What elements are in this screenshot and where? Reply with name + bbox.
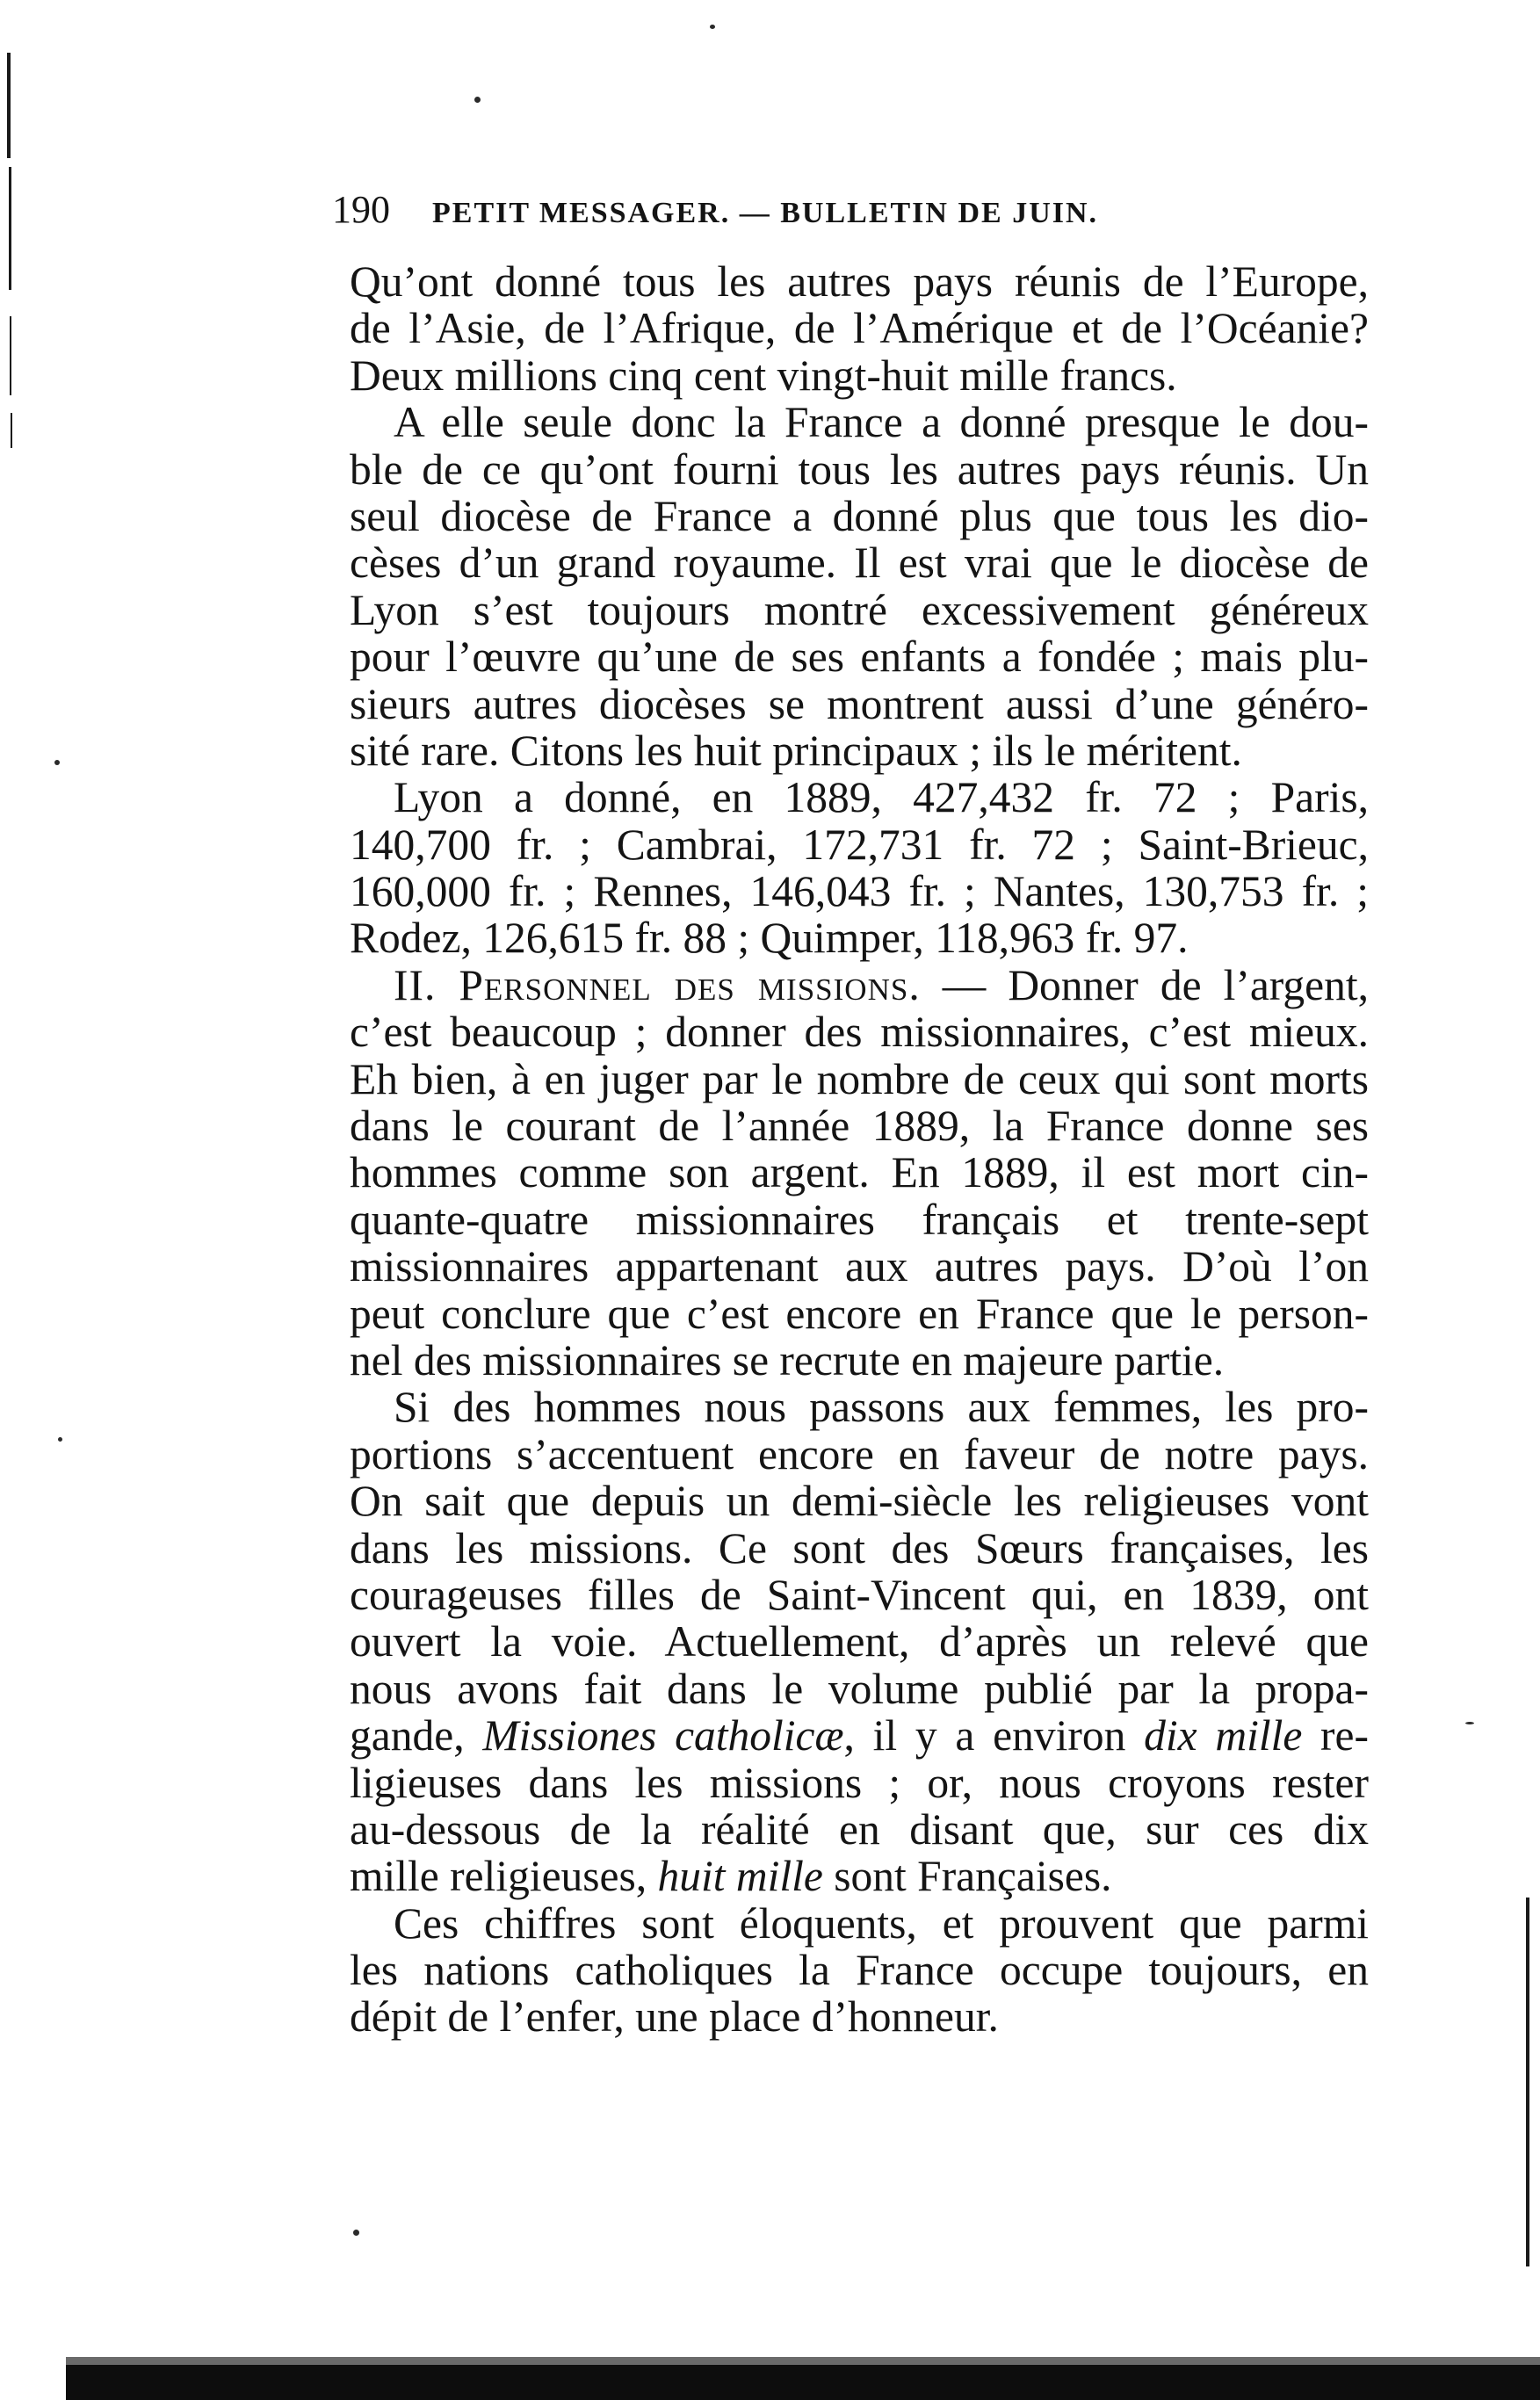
- text-line: c’est beaucoup ; donner des missionnaires, c’est mieux.: [350, 1008, 1369, 1057]
- scan-speck: [710, 25, 715, 29]
- text-line: [350, 1853, 1369, 1899]
- text-line: 160,000 fr. ; Rennes, 146,043 fr. ; Nantes, 130,753 fr. ;: [350, 867, 1369, 916]
- text-line: dans le courant de l’année 1889, la France donne ses: [350, 1102, 1369, 1151]
- text-line: nous avons fait dans le volume publié par la propa-: [350, 1664, 1369, 1713]
- text-run: gande,: [350, 1711, 483, 1760]
- text-line: ouvert la voie. Actuellement, d’après un relevé que: [350, 1617, 1369, 1666]
- text-line: Si des hommes nous passons aux femmes, les pro-: [394, 1383, 1369, 1432]
- text-line: Qu’ont donné tous les autres pays réunis de l’Europe,: [350, 257, 1369, 306]
- text-run: — Donner de l’argent,: [920, 960, 1369, 1009]
- scan-speck: [58, 1437, 62, 1442]
- running-header: [332, 188, 1369, 235]
- text-line: Ces chiffres sont éloquents, et prouvent que parmi: [394, 1898, 1369, 1948]
- text-line: Eh bien, à en juger par le nombre de ceux qui sont morts: [350, 1054, 1369, 1103]
- text-line: seul diocèse de France a donné plus que tous les dio-: [350, 491, 1369, 540]
- text-line: On sait que depuis un demi-siècle les religieuses vont: [350, 1477, 1369, 1526]
- text-run: sont Françaises.: [822, 1852, 1112, 1901]
- text-line: nel des missionnaires se recrute en majeure partie.: [350, 1335, 1225, 1384]
- text-line: au-dessous de la réalité en disant que, sur ces dix: [350, 1804, 1369, 1854]
- right-edge-mark: [1526, 1898, 1529, 2266]
- left-edge-mark: [7, 53, 11, 158]
- scan-speck: [1465, 1722, 1474, 1724]
- text-line: A elle seule donc la France a donné presque le dou-: [394, 398, 1369, 447]
- text-line: Lyon a donné, en 1889, 427,432 fr. 72 ; Paris,: [394, 773, 1369, 822]
- text-line: pour l’œuvre qu’une de ses enfants a fondée ; mais plu-: [350, 633, 1369, 682]
- text-line: 140,700 fr. ; Cambrai, 172,731 fr. 72 ; Saint-Brieuc,: [350, 820, 1369, 869]
- text-line: [350, 962, 1369, 1008]
- text-line: hommes comme son argent. En 1889, il est mort cin-: [350, 1148, 1369, 1197]
- text-run: , il y a environ: [843, 1711, 1145, 1760]
- text-line: ligieuses dans les missions ; or, nous croyons rester: [350, 1758, 1369, 1807]
- text-line: courageuses filles de Saint-Vincent qui, en 1839, ont: [350, 1570, 1369, 1619]
- text-line: quante-quatre missionnaires français et trente-sept: [350, 1195, 1369, 1244]
- text-line: peut conclure que c’est encore en France que le person-: [350, 1289, 1369, 1338]
- scan-speck: [353, 2230, 359, 2236]
- page-number: 190: [332, 188, 390, 231]
- italic-emphasis: huit mille: [657, 1852, 823, 1901]
- left-edge-mark: [10, 316, 11, 395]
- text-line: les nations catholiques la France occupe toujours, en: [350, 1946, 1369, 1995]
- text-run: re-: [1302, 1711, 1369, 1760]
- text-line: Lyon s’est toujours montré excessivement généreux: [350, 585, 1369, 634]
- text-line: sité rare. Citons les huit principaux ; ils le méritent.: [350, 726, 1242, 775]
- section-heading: II. Personnel des missions.: [394, 960, 921, 1009]
- running-title: PETIT MESSAGER. — BULLETIN DE JUIN.: [432, 197, 1099, 229]
- left-edge-mark: [9, 167, 11, 290]
- text-line: Rodez, 126,615 fr. 88 ; Quimper, 118,963 fr. 97.: [350, 914, 1189, 963]
- text-line: dépit de l’enfer, une place d’honneur.: [350, 1992, 999, 2042]
- body-text: [350, 258, 1369, 2041]
- text-line: ble de ce qu’ont fourni tous les autres pays réunis. Un: [350, 445, 1369, 494]
- scan-speck: [54, 760, 60, 765]
- text-line: sieurs autres diocèses se montrent aussi d’une généro-: [350, 679, 1369, 728]
- italic-emphasis: dix mille: [1144, 1711, 1303, 1760]
- text-line: dans les missions. Ce sont des Sœurs françaises, les: [350, 1523, 1369, 1572]
- text-line: portions s’accentuent encore en faveur de notre pays.: [350, 1429, 1369, 1478]
- text-line: [350, 1712, 1369, 1759]
- text-run: mille religieuses,: [350, 1852, 658, 1901]
- text-line: missionnaires appartenant aux autres pays. D’où l’on: [350, 1242, 1369, 1291]
- scan-speck: [474, 97, 481, 103]
- left-edge-mark: [11, 413, 12, 448]
- scan-bottom-bar-highlight: [66, 2357, 1540, 2365]
- text-line: Deux millions cinq cent vingt-huit mille francs.: [350, 351, 1177, 400]
- italic-title: Missiones catholicæ: [482, 1711, 844, 1760]
- text-line: de l’Asie, de l’Afrique, de l’Amérique et de l’Océanie?: [350, 304, 1369, 353]
- text-line: cèses d’un grand royaume. Il est vrai que le diocèse de: [350, 539, 1369, 588]
